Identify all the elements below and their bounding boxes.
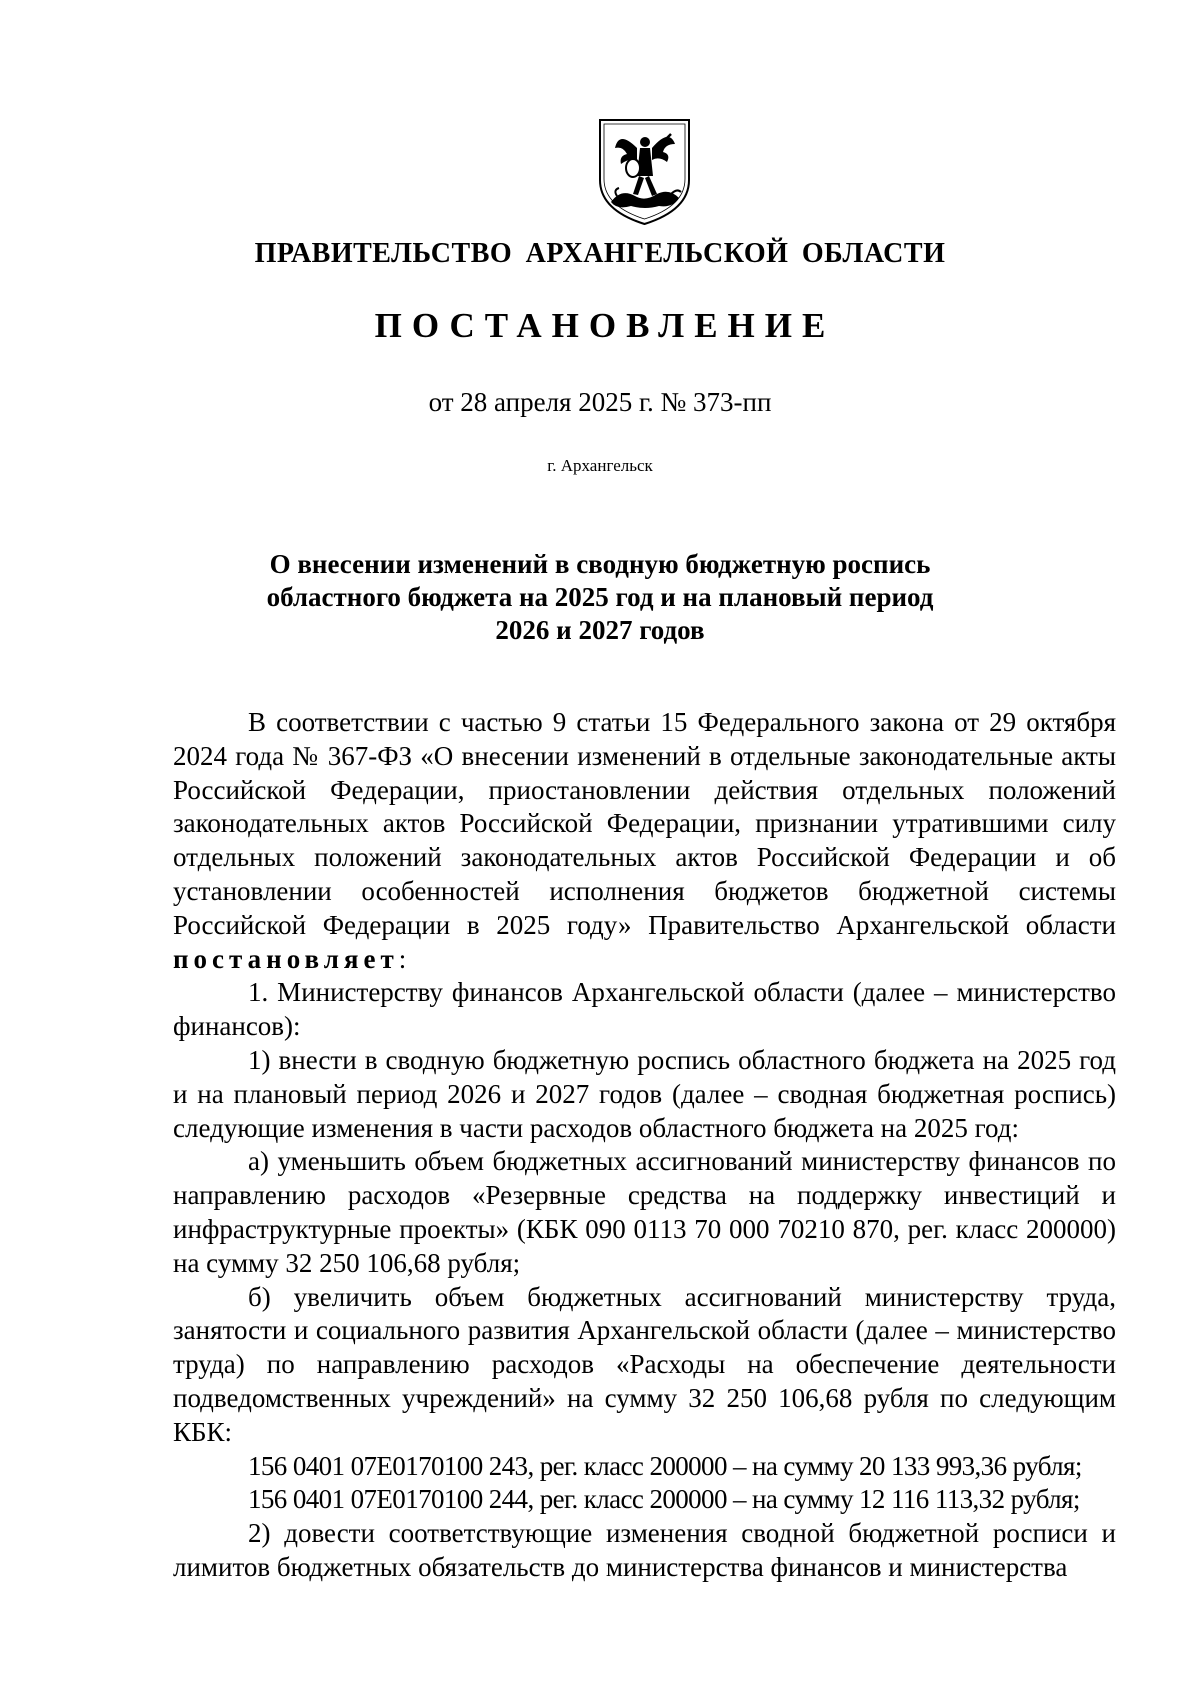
document-body: [173, 706, 1116, 1585]
kbk-line: 156 0401 07Е0170100 244, рег. класс 200000 – на сумму 12 116 113,32 рубля;: [248, 1484, 1080, 1515]
document-type-title: ПОСТАНОВЛЕНИЕ: [374, 306, 836, 345]
organization-title: ПРАВИТЕЛЬСТВО АРХАНГЕЛЬСКОЙ ОБЛАСТИ: [254, 238, 946, 269]
item-1-1-b-paragraph: б) увеличить объем бюджетных ассигнований министерству труда, занятости и социального развития Архангельской области (далее – министерство труда) по направлению расходов «Расходы на обеспечение деятельности подведомственных учреждений» на сумму 32 250 106,68 рубля по следующим КБК:: [173, 1281, 1116, 1447]
item-1-1-a-paragraph: а) уменьшить объем бюджетных ассигнований министерству финансов по направлению расходов «Резервные средства на поддержку инвестиций и инфраструктурные проекты» (КБК 090 0113 70 000 70210 870, рег. класс 200000) на сумму 32 250 106,68 рубля;: [173, 1146, 1116, 1278]
subject-line: О внесении изменений в сводную бюджетную роспись: [269, 549, 931, 579]
preamble-text: В соответствии с частью 9 статьи 15 Федерального закона от 29 октября 2024 года № 367-ФЗ «О внесении изменений в отдельные законодательные акты Российской Федерации, приостановлении действия отдельных положений законодательных актов Российской Федерации, признании утратившими силу отдельных положений законодательных актов Российской Федерации и об установлении особенностей исполнения бюджетов бюджетной системы Российской Федерации в 2025 году» Правительство Архангельской области: [173, 707, 1116, 940]
subject-line: 2026 и 2027 годов: [495, 615, 705, 645]
item-1-paragraph: 1. Министерству финансов Архангельской области (далее – министерство финансов):: [173, 977, 1116, 1042]
resolves-word: постановляет: [173, 943, 399, 974]
document-date-number: от 28 апреля 2025 г. № 373-пп: [428, 387, 772, 417]
item-1-2-paragraph: 2) довести соответствующие изменения сводной бюджетной росписи и лимитов бюджетных обязательств до министерства финансов и министерства: [173, 1518, 1116, 1582]
subject-line: областного бюджета на 2025 год и на плановый период: [266, 582, 934, 612]
item-1-1-paragraph: 1) внести в сводную бюджетную роспись областного бюджета на 2025 год и на плановый период 2026 и 2027 годов (далее – сводная бюджетная роспись) следующие изменения в части расходов областного бюджета на 2025 год:: [173, 1044, 1116, 1143]
kbk-line: 156 0401 07Е0170100 243, рег. класс 200000 – на сумму 20 133 993,36 рубля;: [248, 1450, 1082, 1481]
archangel-coat-of-arms-icon: [597, 118, 692, 226]
preamble-paragraph: [173, 706, 1116, 976]
document-city: г. Архангельск: [547, 456, 653, 475]
resolves-colon: :: [398, 943, 407, 974]
document-subject: [0, 548, 1200, 647]
